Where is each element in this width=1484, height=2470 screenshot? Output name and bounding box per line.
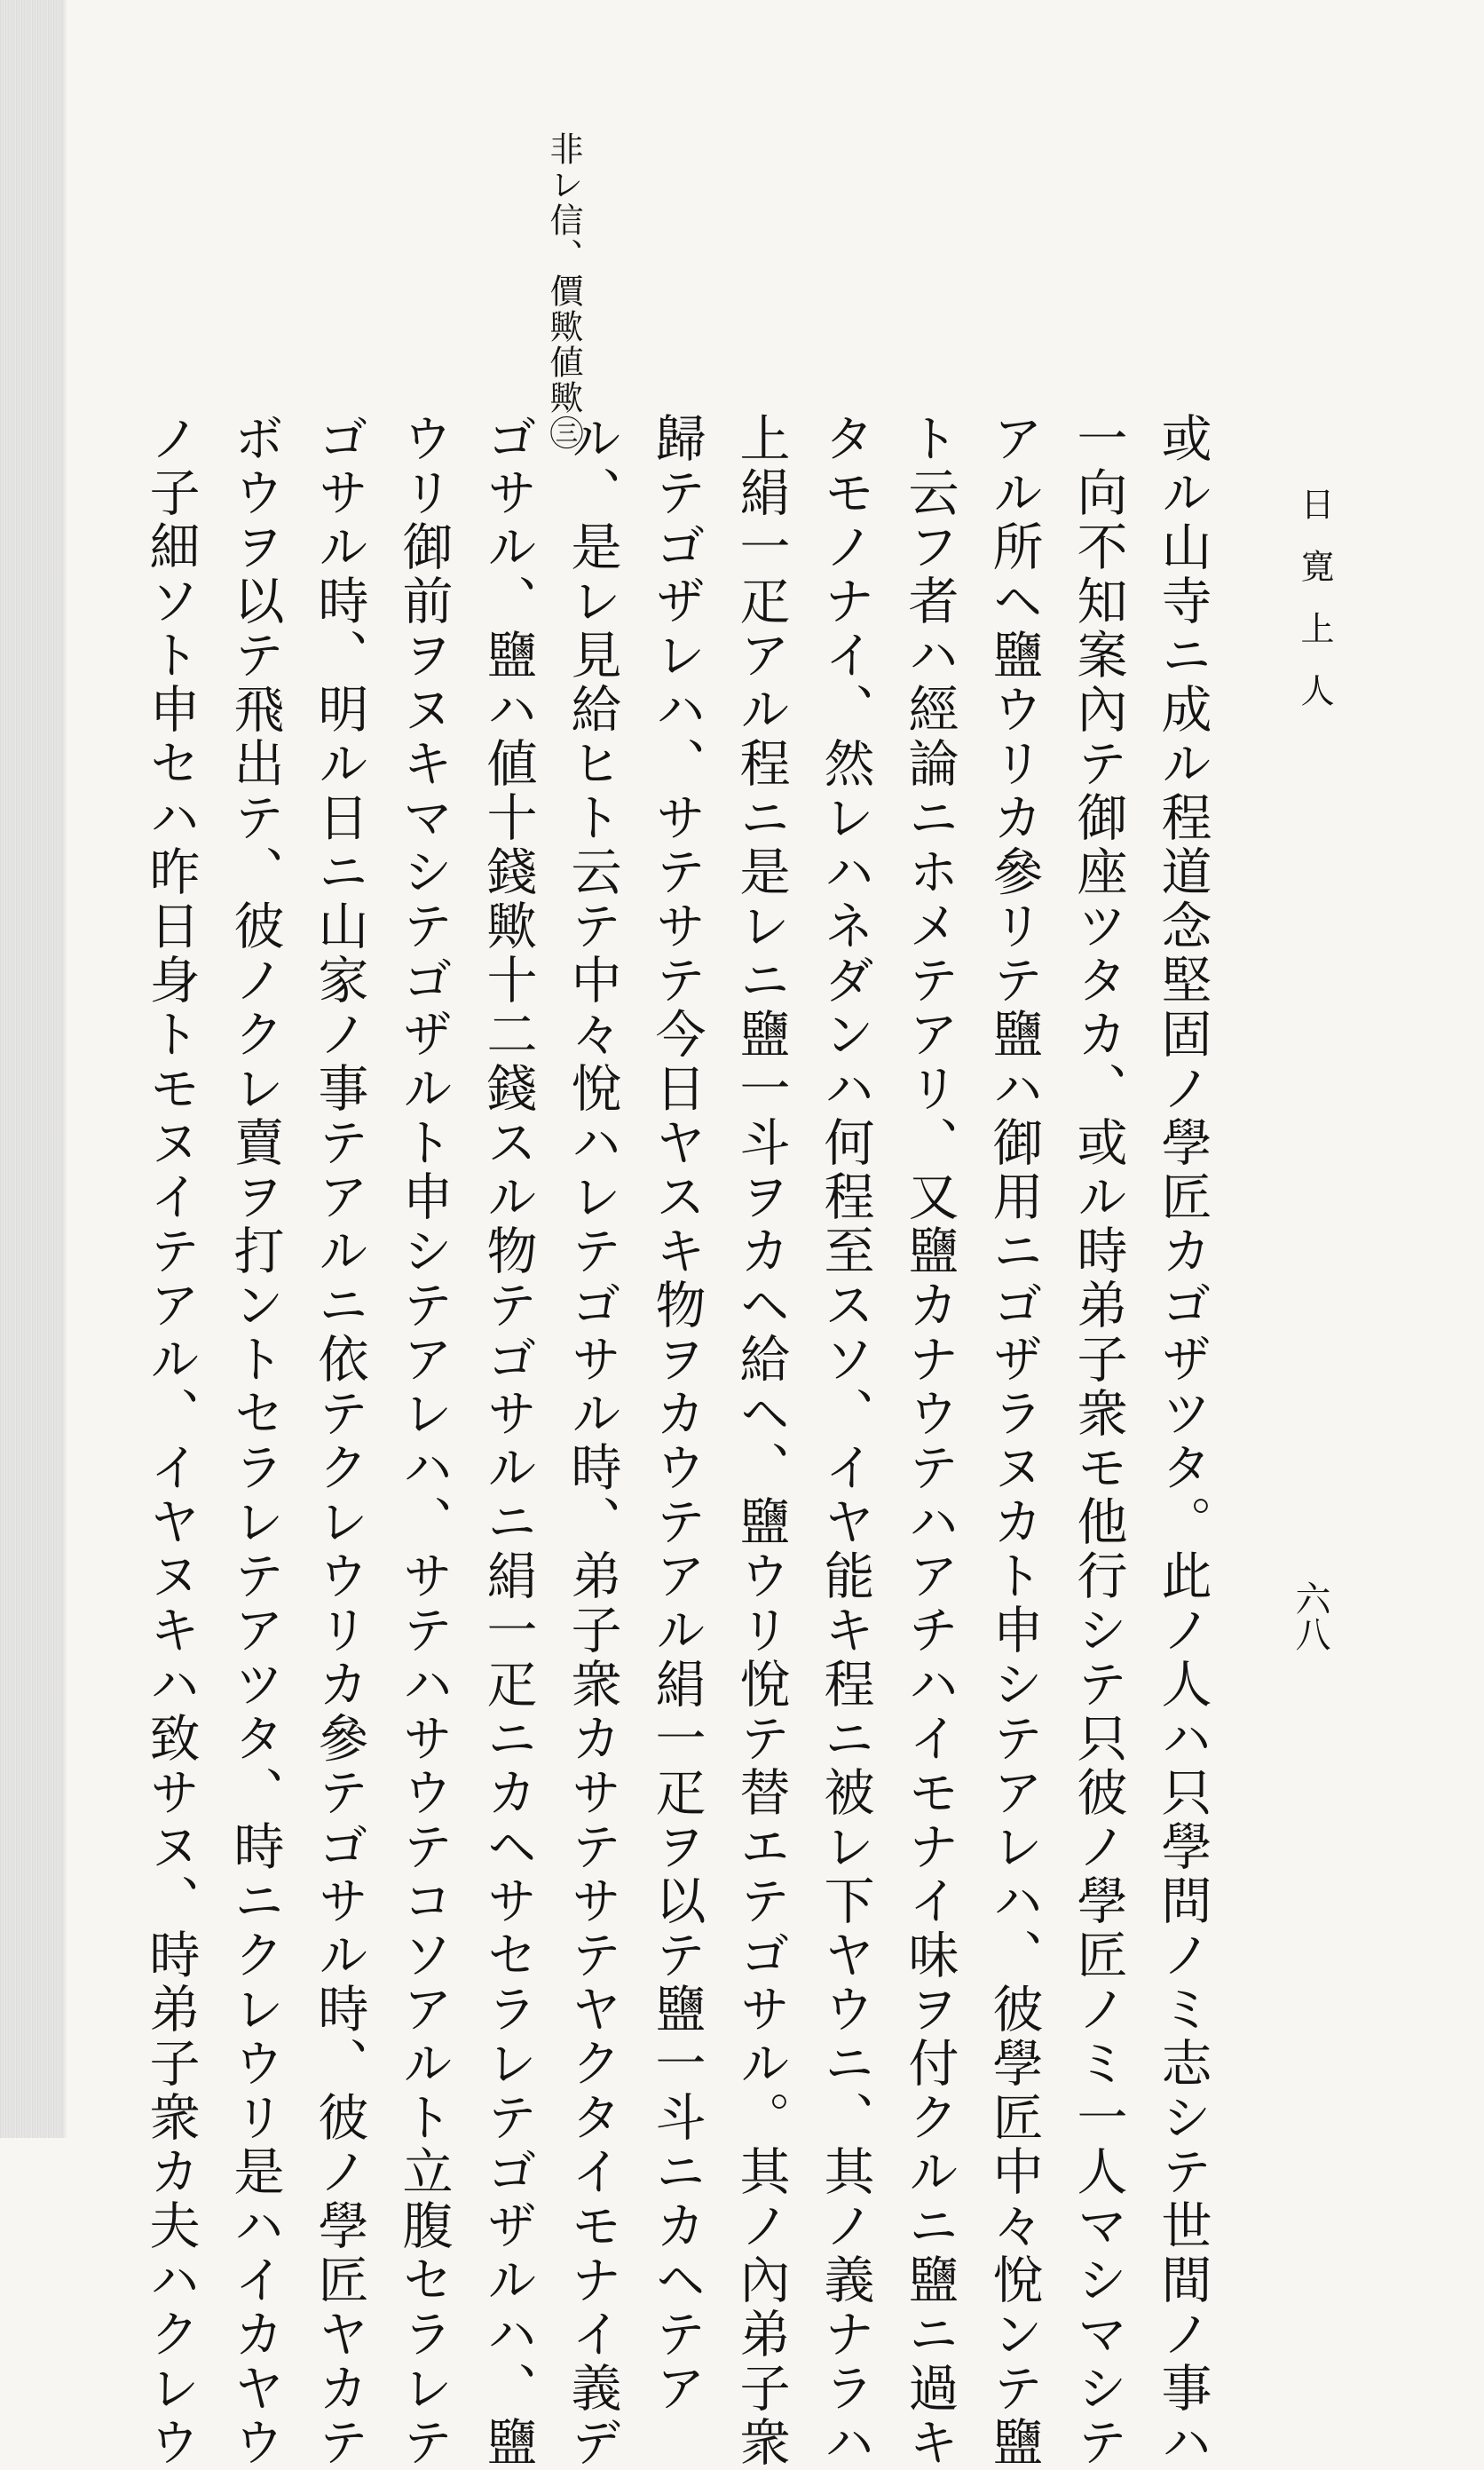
text-column-8: ル、是レ見給ヒト云テ中々悅ハレテゴサル時、弟子衆カサテサテヤクタイモナイ義デ <box>563 412 621 2470</box>
text-column-3: アル所ヘ鹽ウリカ參リテ鹽ハ御用ニゴザラヌカト申シテアレハ、彼學匠中々悅ンテ鹽 <box>984 412 1043 2470</box>
text-column-7: 歸テゴザレハ、サテサテ今日ヤスキ物ヲカウテアル絹一疋ヲ以テ鹽一斗ニカヘテア <box>647 412 706 2416</box>
margin-annotation: 非レ信、價歟値歟㊂ <box>544 131 583 451</box>
text-column-13: ノ子細ソト申セハ昨日身トモヌイテアル、イヤヌキハ致サヌ、時弟子衆カ夫ハクレウ <box>141 412 200 2470</box>
text-column-6: 上絹一疋アル程ニ是レニ鹽一斗ヲカヘ給ヘ、鹽ウリ悅テ替エテゴサル。其ノ內弟子衆 <box>731 412 790 2470</box>
scan-edge-shadow <box>0 0 62 2138</box>
text-column-11: ゴサル時、明ル日ニ山家ノ事テアルニ依テクレウリカ參テゴサル時、彼ノ學匠ヤカテ <box>310 412 368 2470</box>
text-column-2: 一向不知案內テ御座ツタカ、或ル時弟子衆モ他行シテ只彼ノ學匠ノミ一人マシマシテ <box>1069 412 1127 2470</box>
running-header-title: 日寛上人 <box>1295 487 1334 735</box>
text-column-12: ボウヲ以テ飛出テ、彼ノクレ賣ヲ打ントセラレテアツタ、時ニクレウリ是ハイカヤウ <box>225 412 284 2470</box>
text-column-1: 或ル山寺ニ成ル程道念堅固ノ學匠カゴザツタ。此ノ人ハ只學問ノミ志シテ世間ノ事ハ <box>1153 412 1212 2470</box>
text-column-9: ゴサル、鹽ハ値十錢歟十二錢スル物テゴサルニ絹一疋ニカヘサセラレテゴザルハ、鹽 <box>478 412 537 2470</box>
text-column-5: タモノナイ、然レハネダンハ何程至スソ、イヤ能キ程ニ被レ下ヤウニ、其ノ義ナラハ <box>816 412 874 2470</box>
text-column-4: ト云フ者ハ經論ニホメテアリ、又鹽カナウテハアチハイモナイ味ヲ付クルニ鹽ニ過キ <box>900 412 959 2470</box>
text-column-10: ウリ御前ヲヌキマシテゴザルト申シテアレハ、サテハサウテコソアルト立腹セラレテ <box>394 412 453 2470</box>
page-number: 六八 <box>1290 1580 1330 1651</box>
